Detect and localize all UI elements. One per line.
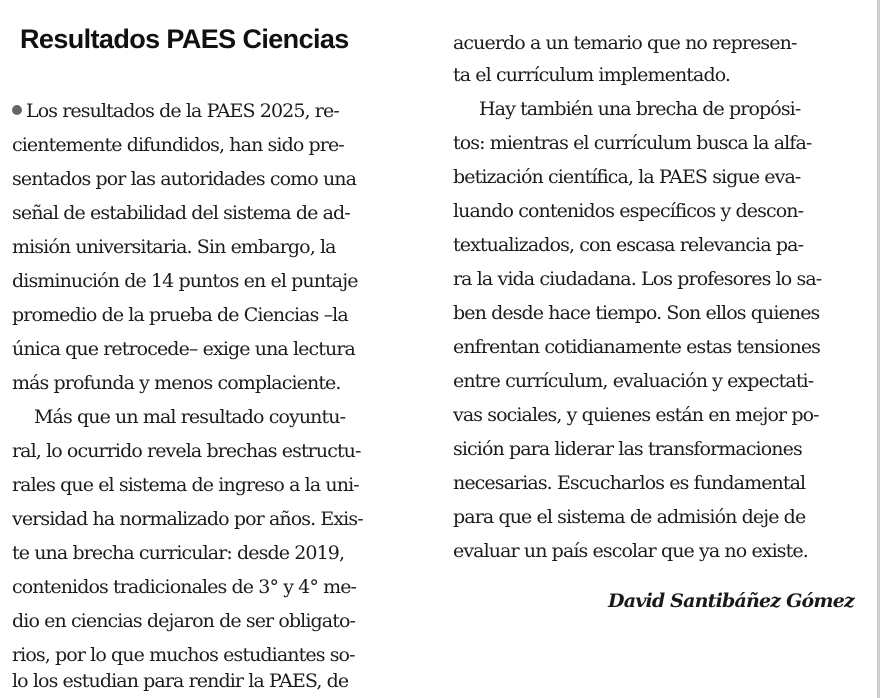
left-line-9: más profunda y menos complaciente. <box>12 372 341 394</box>
right-line-11: entre currículum, evaluación y expectati- <box>453 370 814 392</box>
page-edge-divider <box>877 0 880 698</box>
left-line-6: disminución de 14 puntos en el puntaje <box>12 270 358 292</box>
left-line-18: lo los estudian para rendir la PAES, de <box>12 670 349 692</box>
right-line-1: acuerdo a un temario que no represen- <box>453 32 797 54</box>
left-line-1-text: Los resultados de la PAES 2025, re- <box>26 100 339 122</box>
left-line-12: rales que el sistema de ingreso a la uni- <box>12 474 359 496</box>
right-line-14: necesarias. Escucharlos es fundamental <box>453 472 806 494</box>
left-line-14: te una brecha curricular: desde 2019, <box>12 542 345 564</box>
right-line-10: enfrentan cotidianamente estas tensiones <box>453 336 821 358</box>
left-line-2: cientemente difundidos, han sido pre- <box>12 134 344 156</box>
left-line-15: contenidos tradicionales de 3° y 4° me- <box>12 576 357 598</box>
right-line-6: luando contenidos específicos y descon- <box>453 200 804 222</box>
left-line-5: misión universitaria. Sin embargo, la <box>12 236 336 258</box>
left-line-3: sentados por las autoridades como una <box>12 168 357 190</box>
right-line-15: para que el sistema de admisión deje de <box>453 506 806 528</box>
left-line-8: única que retrocede– exige una lectura <box>12 338 355 360</box>
right-line-3: Hay también una brecha de propósi- <box>479 98 801 120</box>
left-line-11: ral, lo ocurrido revela brechas estructu- <box>12 440 361 462</box>
right-line-16: evaluar un país escolar que ya no existe. <box>453 540 808 562</box>
left-line-7: promedio de la prueba de Ciencias –la <box>12 304 348 326</box>
left-line-17: rios, por lo que muchos estudiantes so- <box>12 644 355 666</box>
right-line-12: vas sociales, y quienes están en mejor po- <box>453 404 819 426</box>
right-line-2: ta el currículum implementado. <box>453 64 731 86</box>
author-signature: David Santibáñez Gómez <box>608 590 854 612</box>
right-line-13: sición para liderar las transformaciones <box>453 438 802 460</box>
right-line-5: betización científica, la PAES sigue eva- <box>453 166 801 188</box>
right-line-4: tos: mientras el currículum busca la alfa- <box>453 132 812 154</box>
left-line-13: versidad ha normalizado por años. Exis- <box>12 508 363 530</box>
left-line-1 <box>12 96 339 126</box>
article-headline: Resultados PAES Ciencias <box>20 24 349 54</box>
right-line-7: textualizados, con escasa relevancia pa- <box>453 234 804 256</box>
left-line-16: dio en ciencias dejaron de ser obligato- <box>12 610 355 632</box>
left-line-10: Más que un mal resultado coyuntu- <box>34 406 346 428</box>
left-line-4: señal de estabilidad del sistema de ad- <box>12 202 350 224</box>
right-line-8: ra la vida ciudadana. Los profesores lo sa- <box>453 268 822 290</box>
bullet-icon <box>12 105 22 115</box>
right-line-9: ben desde hace tiempo. Son ellos quienes <box>453 302 820 324</box>
